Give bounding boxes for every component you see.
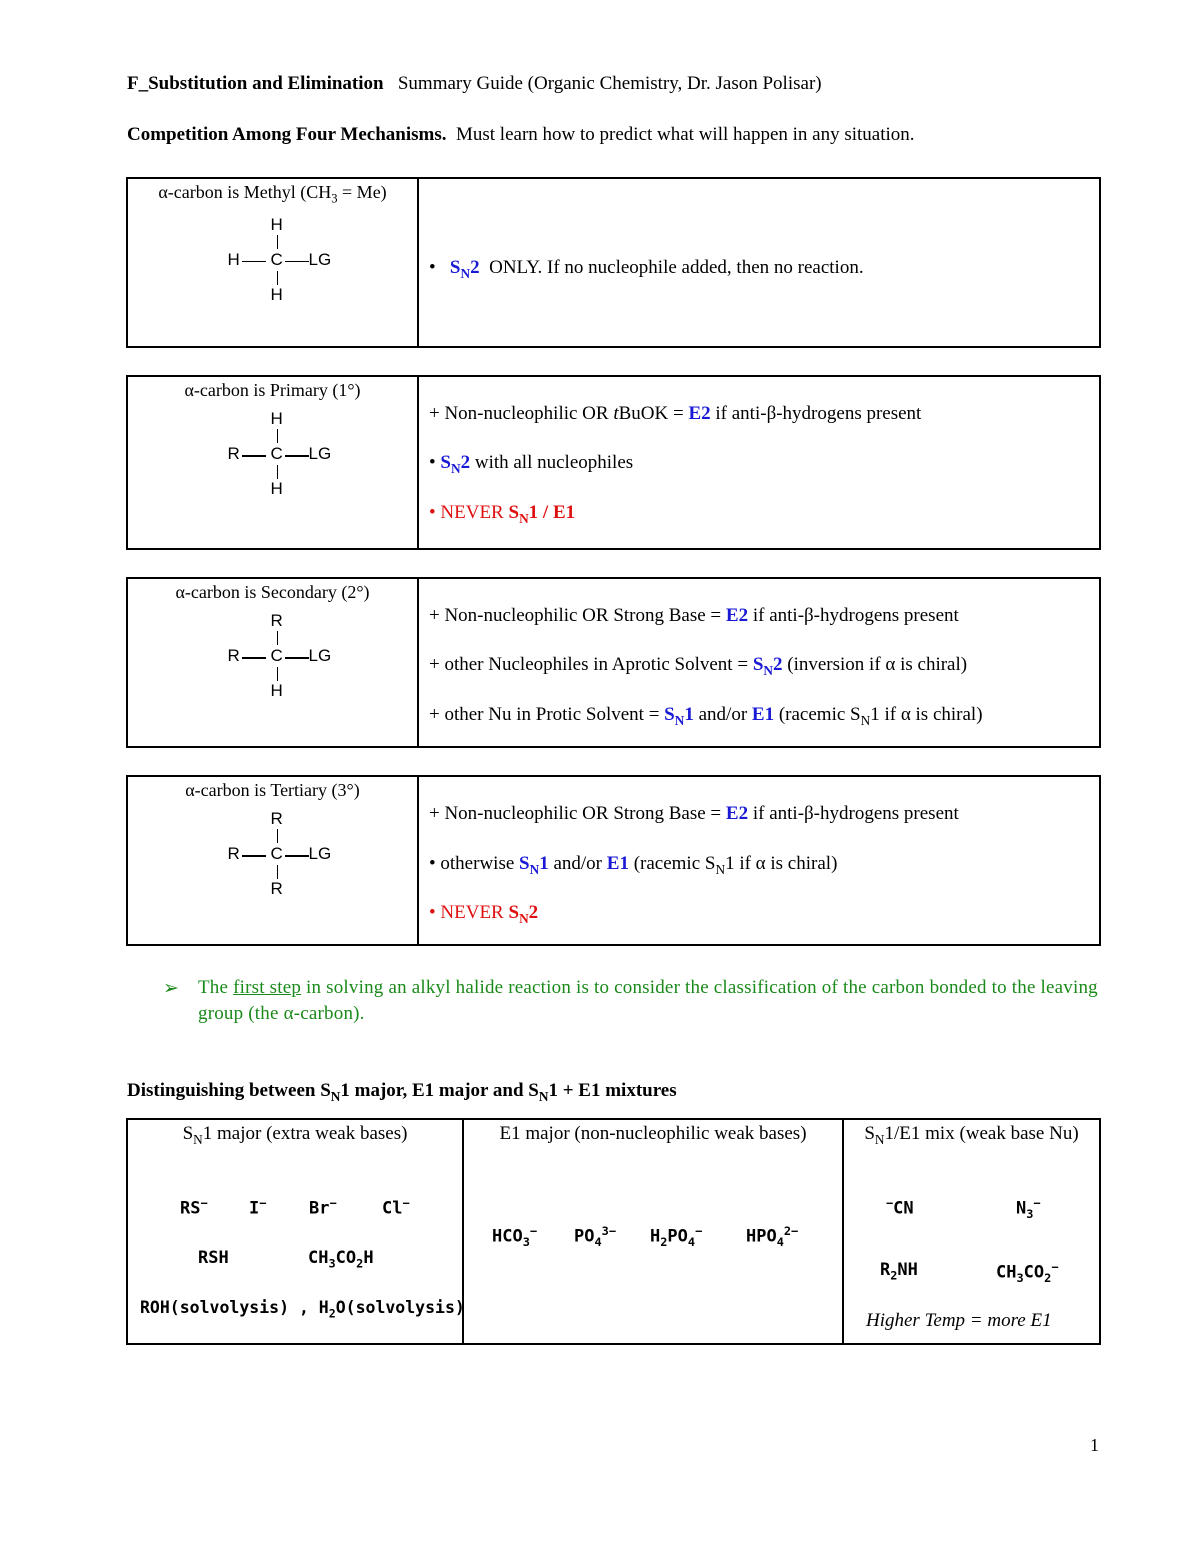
sn1-e1-mix-cell	[843, 1119, 1100, 1344]
methyl-structure	[213, 213, 333, 303]
secondary-rule-3: + other Nu in Protic Solvent = $S_N1$ and/or E1 (racemic $S_N1$ if α is chiral)	[429, 704, 983, 728]
secondary-caption: α-carbon is Secondary (2°)	[175, 582, 370, 602]
tertiary-rules-cell	[418, 776, 1100, 945]
secondary-rules-cell	[418, 578, 1100, 747]
tertiary-rule-2: • otherwise $S_N1$ and/or E1 (racemic $S_N1$ if α is chiral)	[429, 853, 838, 877]
primary-rule-2: • $S_N2$ with all nucleophiles	[429, 452, 634, 476]
primary-rules-cell	[418, 376, 1100, 549]
atom-bottom: R	[270, 879, 283, 898]
atom-top: R	[270, 809, 283, 828]
base-solvolysis: ROH(solvolysis) , $H_2O(solvolysis)$	[140, 1298, 465, 1321]
e1-major-header: E1 major (non-nucleophilic weak bases)	[499, 1123, 807, 1144]
atom-center: C	[270, 444, 283, 463]
base-phosphate: $PO_4^{3-}$	[574, 1224, 616, 1250]
atom-center: C	[270, 249, 283, 269]
atom-left: R	[227, 844, 240, 863]
base-azide: $N_3^-$	[1016, 1196, 1041, 1222]
tertiary-caption: α-carbon is Tertiary (3°)	[185, 780, 360, 800]
intro-bold: Competition Among Four Mechanisms.	[127, 124, 447, 145]
methyl-rules-cell	[418, 178, 1100, 347]
atom-left: R	[227, 646, 240, 665]
base-secondary-amine: $R_2NH$	[880, 1260, 918, 1283]
secondary-structure-cell	[127, 578, 418, 747]
tertiary-table	[126, 775, 1101, 946]
base-bromide: Br−	[309, 1196, 337, 1219]
e1-major-cell	[463, 1119, 843, 1344]
secondary-structure	[213, 609, 333, 699]
sn1-major-cell	[127, 1119, 463, 1344]
atom-top: H	[270, 409, 283, 428]
secondary-rule-1: + Non-nucleophilic OR Strong Base = E2 if anti-β-hydrogens present	[429, 605, 959, 626]
base-rs: RS−	[180, 1196, 208, 1219]
methyl-structure-cell	[127, 178, 418, 347]
primary-rule-1: + Non-nucleophilic OR tBuOK = E2 if anti-β-hydrogens present	[429, 403, 922, 424]
tertiary-rule-3: • NEVER $S_N2$	[429, 902, 539, 926]
atom-center: C	[270, 646, 283, 665]
base-acetate: $CH_3CO_2^-$	[996, 1260, 1059, 1286]
temperature-note: Higher Temp = more E1	[866, 1310, 1052, 1331]
sn1-major-header: $S_N1$ major (extra weak bases)	[182, 1123, 408, 1147]
secondary-rule-2: + other Nucleophiles in Aprotic Solvent = $S_N2$ (inversion if α is chiral)	[429, 654, 968, 678]
atom-bottom: H	[270, 284, 283, 304]
atom-center: C	[270, 844, 283, 863]
primary-table	[126, 375, 1101, 550]
base-dihydrogen-phosphate: $H_2PO_4^-$	[650, 1224, 703, 1250]
methyl-caption: α-carbon is Methyl $(CH_3 = Me)$	[158, 182, 387, 206]
tertiary-structure-cell	[127, 776, 418, 945]
methyl-table	[126, 177, 1101, 348]
atom-top: R	[270, 611, 283, 630]
primary-rule-3: • NEVER $S_N1 / E1$	[429, 502, 576, 526]
atom-left: R	[227, 444, 240, 463]
arrow-bullet-icon: ➢	[163, 978, 180, 999]
atom-right: LG	[308, 444, 332, 463]
atom-left: H	[227, 249, 240, 269]
title-rest: Summary Guide (Organic Chemistry, Dr. Jason Polisar)	[397, 73, 822, 94]
base-cyanide: −CN	[886, 1196, 914, 1219]
tertiary-rule-1: + Non-nucleophilic OR Strong Base = E2 if anti-β-hydrogens present	[429, 803, 959, 824]
base-acetic-acid: $CH_3CO_2H$	[308, 1248, 374, 1271]
base-hydrogen-phosphate: $HPO_4^{2-}$	[746, 1224, 799, 1250]
intro-line	[127, 124, 915, 146]
page-number: 1	[1090, 1435, 1099, 1455]
sn1-e1-mix-header: $S_N1/E1$ mix (weak base Nu)	[864, 1123, 1079, 1147]
atom-right: LG	[308, 249, 332, 269]
bases-table	[126, 1118, 1101, 1345]
intro-rest: Must learn how to predict what will happen in any situation.	[455, 124, 915, 145]
secondary-table	[126, 577, 1101, 748]
atom-right: LG	[308, 844, 332, 863]
base-chloride: Cl−	[382, 1196, 410, 1219]
base-bicarbonate: $HCO_3^-$	[492, 1224, 538, 1250]
atom-top: H	[270, 214, 283, 234]
methyl-rule: • $S_N2$ ONLY. If no nucleophile added, then no reaction.	[429, 257, 864, 281]
document-title	[127, 73, 822, 95]
tertiary-structure	[213, 807, 333, 897]
first-step-note	[163, 975, 1103, 1027]
title-bold: F_Substitution and Elimination	[127, 73, 384, 94]
primary-caption: α-carbon is Primary (1°)	[184, 380, 361, 400]
base-rsh: RSH	[198, 1248, 229, 1268]
note-text: The first step in solving an alkyl halide reaction is to consider the classification of the carbon bonded to the leaving group (the α-carbon).	[198, 977, 1098, 1024]
distinguishing-heading: Distinguishing between $S_N1$ major, E1 major and $S_N1 + E1$ mixtures	[127, 1080, 677, 1104]
base-iodide: I−	[249, 1196, 267, 1219]
primary-structure-cell	[127, 376, 418, 549]
primary-structure	[213, 407, 333, 497]
atom-bottom: H	[270, 681, 283, 700]
atom-right: LG	[308, 646, 332, 665]
atom-bottom: H	[270, 479, 283, 498]
